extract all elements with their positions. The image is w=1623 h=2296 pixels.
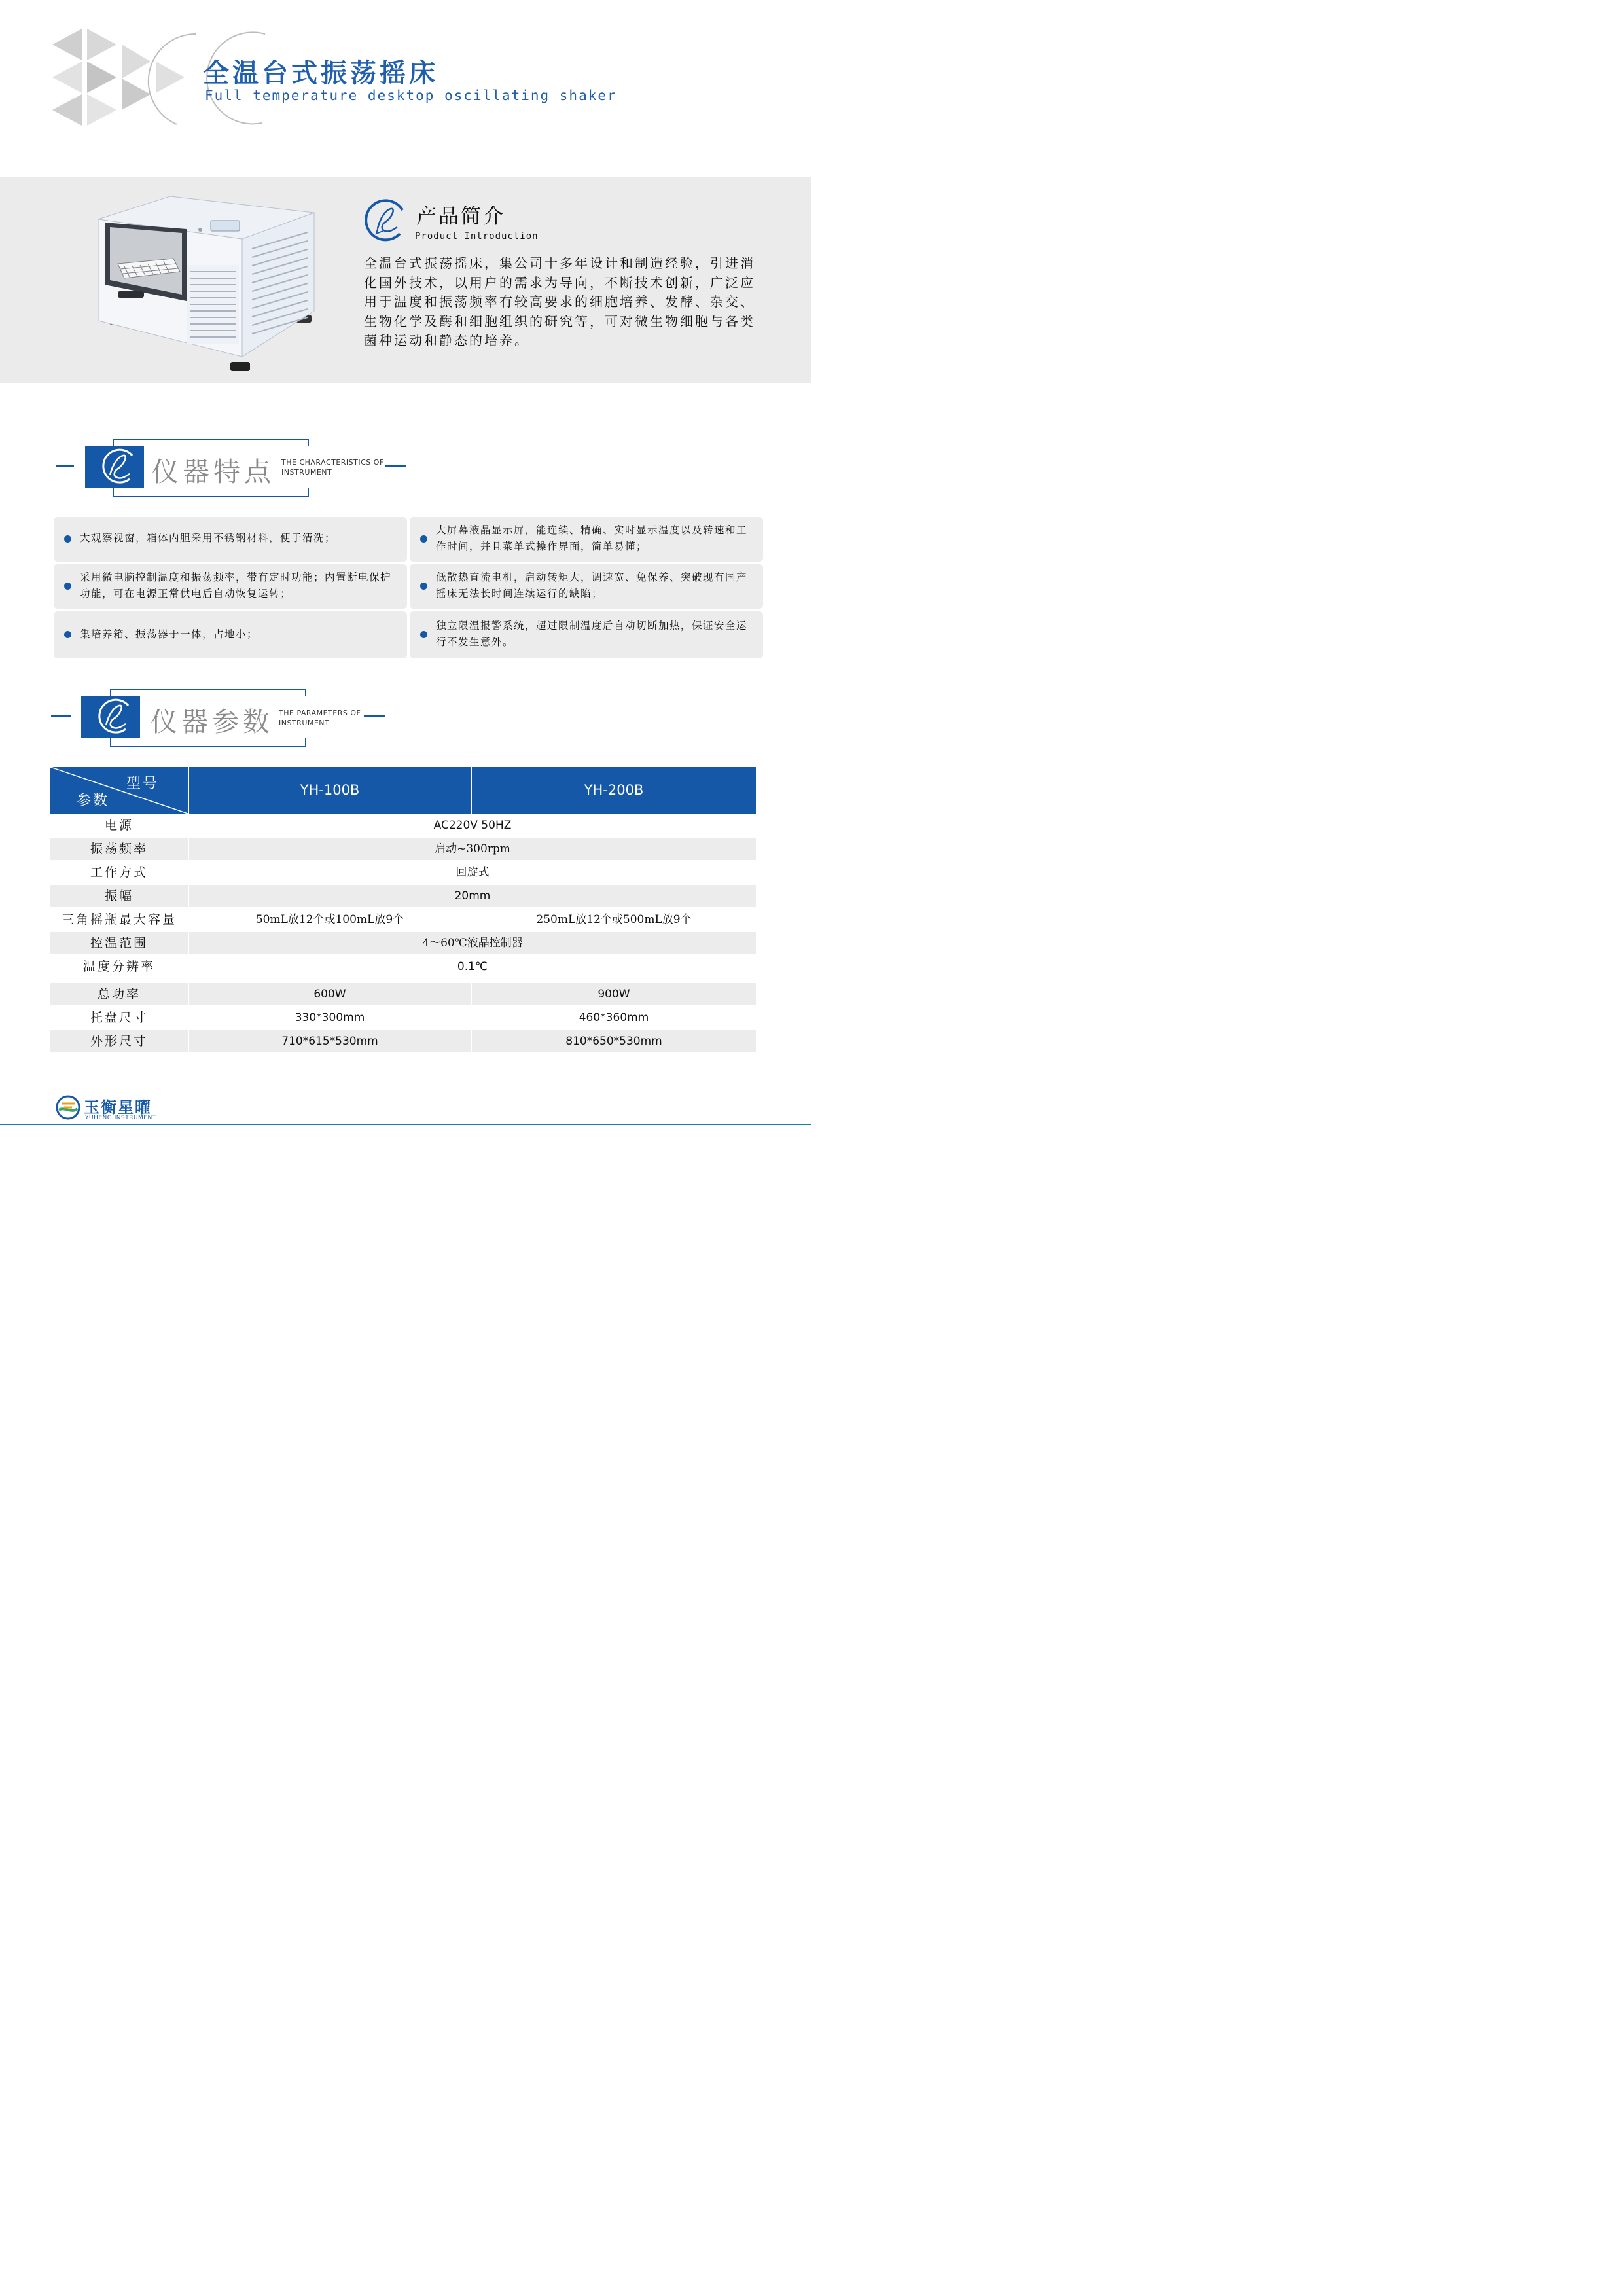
bullet-icon: [420, 583, 427, 590]
intro-logo-icon: [363, 198, 408, 243]
table-row: [50, 932, 756, 954]
table-row: [50, 814, 756, 836]
table-row: [50, 885, 756, 907]
feature-text: 低散热直流电机，启动转矩大，调速宽、免保养、突破现有国产摇床无法长时间连续运行的缺陷；: [436, 571, 748, 600]
features-heading-line-right: [385, 465, 406, 467]
params-subtitle-2: INSTRUMENT: [279, 719, 330, 727]
feature-card: [410, 564, 763, 609]
table-row: [50, 983, 756, 1005]
table-row: [50, 1030, 756, 1052]
feature-text: 采用微电脑控制温度和振荡频率，带有定时功能；内置断电保护功能，可在电源正常供电后自动恢复运转；: [80, 571, 392, 600]
header-model-label: 型号: [126, 776, 160, 792]
row-value: AC220V 50HZ: [433, 819, 512, 832]
row-value: 启动~300rpm: [435, 842, 510, 855]
feature-card: [410, 517, 763, 562]
params-heading-line-left: [51, 715, 71, 717]
feature-text: 大观察视窗，箱体内胆采用不锈钢材料，便于清洗；: [80, 532, 336, 544]
model-b: YH-200B: [584, 782, 644, 798]
header-diagonal: [50, 767, 188, 814]
page-title: 全温台式振荡摇床: [203, 58, 438, 88]
row-label: 外形尺寸: [90, 1034, 148, 1049]
feature-text: 大屏幕液晶显示屏，能连续、精确、实时显示温度以及转速和工作时间，并且菜单式操作界面，简单易懂；: [436, 524, 748, 552]
triangle-pattern-icon: [52, 29, 185, 126]
row-value: 回旋式: [455, 866, 490, 879]
intro-heading: 产品简介: [416, 205, 505, 228]
row-label: 电源: [104, 818, 134, 833]
table-row: [50, 1007, 756, 1029]
row-label: 总功率: [97, 987, 141, 1001]
bullet-icon: [64, 535, 71, 543]
intro-heading-en: Product Introduction: [415, 231, 539, 242]
features-heading-line-left: [56, 465, 74, 467]
features-subtitle-2: INSTRUMENT: [281, 468, 332, 476]
header-param-label: 参数: [77, 793, 110, 809]
intro-body: 全温台式振荡摇床，集公司十多年设计和制造经验，引进消化国外技术，以用户的需求为导向，不断技术创新，广泛应用于温度和振荡频率有较高要求的细胞培养、发酵、杂交、生物化学及酶和细胞组织的研究等，可对微生物细胞与各类菌种运动和静态的培养。: [364, 255, 755, 348]
row-value: 4～60℃液晶控制器: [422, 937, 523, 950]
row-value-a: 330*300mm: [294, 1011, 365, 1024]
feature-card: [54, 517, 407, 562]
product-image: [92, 187, 327, 383]
params-logo-icon: [94, 698, 134, 737]
row-value-b: 250mL放12个或500mL放9个: [536, 913, 692, 926]
row-label: 控温范围: [90, 936, 148, 950]
table-header: [50, 767, 756, 814]
row-value-b: 460*360mm: [579, 1011, 649, 1024]
brand-name: 玉衡星曜: [84, 1098, 152, 1117]
features-subtitle-1: THE CHARACTERISTICS OF: [281, 458, 384, 467]
row-label: 振荡频率: [90, 842, 148, 856]
table-row: [50, 838, 756, 860]
row-label: 振幅: [104, 889, 134, 903]
feature-card: [54, 611, 407, 658]
row-value-b: 810*650*530mm: [565, 1035, 662, 1048]
features-logo-icon: [98, 448, 137, 487]
row-value-a: 50mL放12个或100mL放9个: [255, 913, 404, 926]
brand-name-en: YUHENG INSTRUMENT: [85, 1115, 156, 1121]
params-heading-line-right: [364, 715, 385, 717]
row-label: 温度分辨率: [82, 960, 155, 974]
feature-text: 集培养箱、振荡器于一体，占地小；: [80, 628, 259, 640]
row-label: 托盘尺寸: [90, 1011, 148, 1025]
table-row: [50, 908, 756, 931]
page-subtitle: Full temperature desktop oscillating shaker: [205, 88, 617, 103]
row-value-a: 600W: [313, 988, 346, 1001]
feature-card: [54, 564, 407, 609]
row-value: 0.1℃: [457, 960, 488, 973]
features-title: 仪器特点: [152, 456, 275, 488]
params-title: 仪器参数: [151, 706, 274, 738]
bullet-icon: [420, 535, 427, 543]
table-row: [50, 861, 756, 884]
bullet-icon: [64, 583, 71, 590]
brand-logo-icon: [55, 1094, 81, 1121]
table-row: [50, 956, 756, 978]
feature-card: [410, 611, 763, 658]
row-label: 工作方式: [90, 865, 148, 880]
params-subtitle-1: THE PARAMETERS OF: [279, 709, 361, 717]
row-value: 20mm: [454, 889, 491, 903]
model-a: YH-100B: [300, 782, 360, 798]
row-value-a: 710*615*530mm: [281, 1035, 378, 1048]
row-label: 三角摇瓶最大容量: [61, 912, 177, 927]
row-value-b: 900W: [597, 988, 630, 1001]
bullet-icon: [420, 631, 427, 638]
footer-line: [0, 1124, 812, 1125]
feature-text: 独立限温报警系统，超过限制温度后自动切断加热，保证安全运行不发生意外。: [436, 620, 748, 648]
bullet-icon: [64, 631, 71, 638]
